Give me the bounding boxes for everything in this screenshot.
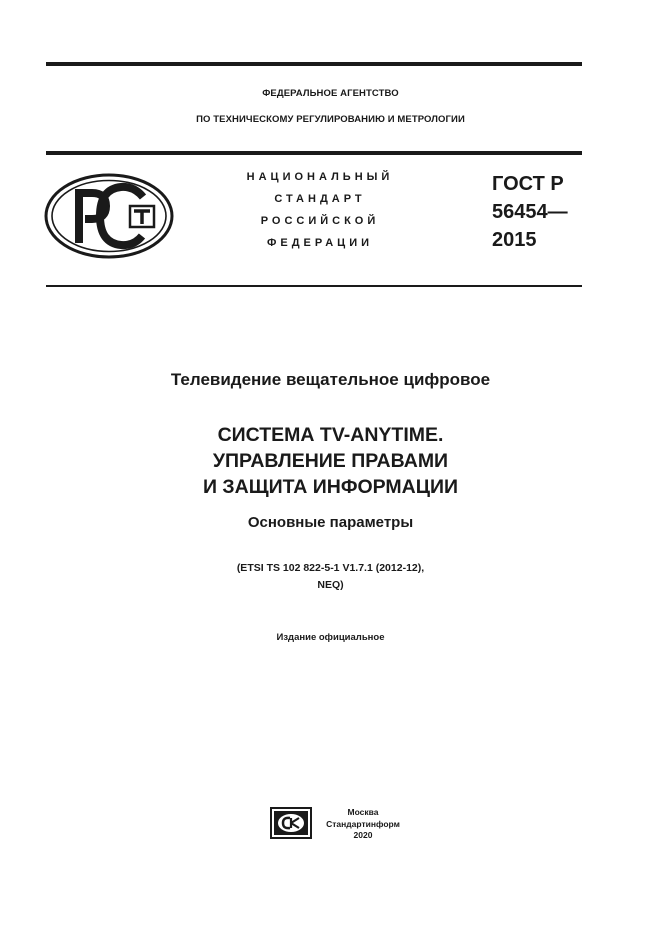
title-line-3: И ЗАЩИТА ИНФОРМАЦИИ: [202, 476, 459, 498]
document-subtitle: Телевидение вещательное цифровое: [170, 370, 491, 389]
publisher-city: Москва: [347, 807, 379, 817]
gost-designation: [492, 170, 568, 254]
gost-year: 2015: [492, 229, 537, 251]
standard-line-1: НАЦИОНАЛЬНЫЙ: [246, 171, 394, 183]
rst-gost-emblem-icon: [44, 173, 174, 259]
publisher-name: Стандартинформ: [326, 818, 400, 829]
standard-line-3: РОССИЙСКОЙ: [260, 215, 380, 227]
standard-line-2: СТАНДАРТ: [274, 193, 366, 205]
national-standard-label: [220, 166, 420, 254]
standard-line-4: ФЕДЕРАЦИИ: [266, 237, 374, 249]
document-params: Основные параметры: [247, 514, 414, 531]
gost-label: ГОСТ Р: [492, 173, 564, 195]
publisher-year: 2020: [353, 830, 373, 840]
etsi-line-1: (ETSI TS 102 822-5-1 V1.7.1 (2012-12),: [236, 562, 425, 574]
publisher-info: [323, 807, 403, 842]
title-line-2: УПРАВЛЕНИЕ ПРАВАМИ: [212, 450, 449, 472]
gost-number: 56454—: [492, 201, 568, 223]
document-title: [0, 422, 661, 500]
top-rule: [46, 62, 582, 66]
edition-label: Издание официальное: [276, 632, 385, 643]
agency-line-1: ФЕДЕРАЛЬНОЕ АГЕНТСТВО: [262, 88, 399, 99]
standard-block-top-rule: [46, 151, 582, 155]
etsi-reference: [0, 560, 661, 594]
title-line-1: СИСТЕМА TV-ANYTIME.: [217, 424, 444, 446]
standartinform-logo-icon: [270, 807, 312, 839]
agency-line-2: ПО ТЕХНИЧЕСКОМУ РЕГУЛИРОВАНИЮ И МЕТРОЛОГИИ: [196, 114, 465, 125]
etsi-line-2: NEQ): [317, 579, 344, 591]
standard-block-bottom-rule: [46, 285, 582, 287]
